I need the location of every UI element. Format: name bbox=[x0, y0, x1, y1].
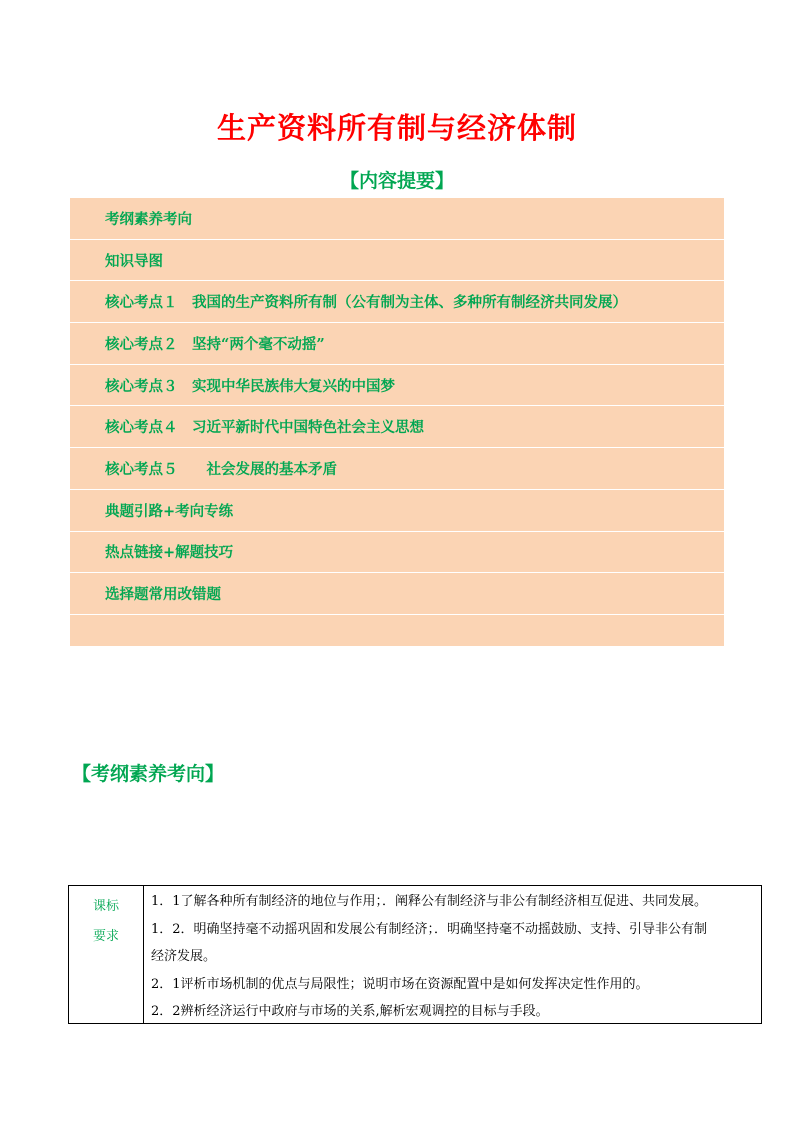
toc-item[interactable]: 核心考点１ 我国的生产资料所有制（公有制为主体、多种所有制经济共同发展） bbox=[70, 281, 724, 323]
requirements-label-line: 课标 bbox=[92, 899, 119, 914]
toc-item[interactable]: 核心考点２ 坚持“两个毫不动摇” bbox=[70, 323, 724, 365]
toc-item[interactable]: 核心考点５ 社会发展的基本矛盾 bbox=[70, 448, 724, 490]
toc-item[interactable]: 典题引路+考向专练 bbox=[70, 490, 724, 532]
requirements-label-line: 要求 bbox=[92, 929, 119, 944]
requirements-table bbox=[68, 885, 762, 1024]
toc-item[interactable]: 考纲素养考向 bbox=[70, 198, 724, 240]
toc-item[interactable]: 核心考点４ 习近平新时代中国特色社会主义思想 bbox=[70, 406, 724, 448]
toc-item[interactable]: 选择题常用改错题 bbox=[70, 573, 724, 615]
requirement-line: 经济发展。 bbox=[151, 949, 217, 964]
requirement-line: 1．2．明确坚持毫不动摇巩固和发展公有制经济；．明确坚持毫不动摇鼓励、支持、引导非公有制 bbox=[151, 921, 708, 937]
document-title: 生产资料所有制与经济体制 bbox=[216, 111, 577, 145]
toc-heading: 【内容提要】 bbox=[339, 170, 454, 192]
requirements-content bbox=[144, 886, 761, 1023]
requirement-line: 2．2辨析经济运行中政府与市场的关系,解析宏观调控的目标与手段。 bbox=[151, 1004, 549, 1019]
toc-item[interactable]: 热点链接+解题技巧 bbox=[70, 532, 724, 574]
toc-empty-row bbox=[70, 615, 724, 657]
toc-table bbox=[70, 198, 724, 646]
toc-item[interactable]: 核心考点３ 实现中华民族伟大复兴的中国梦 bbox=[70, 365, 724, 407]
toc-item[interactable]: 知识导图 bbox=[70, 240, 724, 282]
requirement-line: 1．1了解各种所有制经济的地位与作用；．阐释公有制经济与非公有制经济相互促进、共同发展。 bbox=[151, 894, 708, 909]
section-heading: 【考纲素养考向】 bbox=[72, 763, 225, 785]
requirements-label bbox=[69, 886, 144, 1023]
requirement-line: 2．1评析市场机制的优点与局限性；说明市场在资源配置中是如何发挥决定性作用的。 bbox=[151, 976, 649, 992]
